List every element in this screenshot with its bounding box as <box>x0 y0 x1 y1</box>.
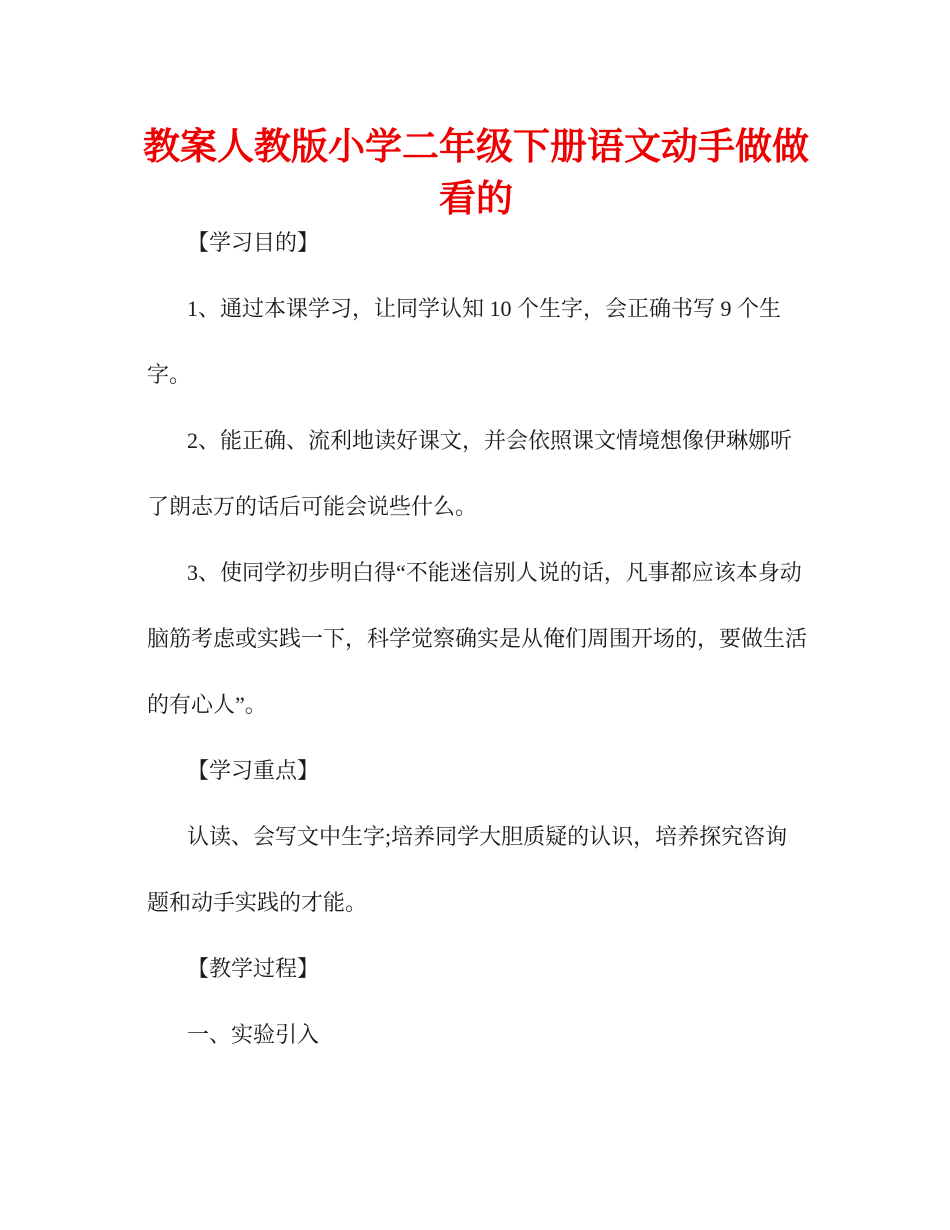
text-line: 一、实验引入 <box>187 1022 320 1047</box>
document-body <box>147 210 847 1068</box>
text-line: 3、使同学初步明白得“不能迷信别人说的话，凡事都应该本身动 <box>187 560 802 585</box>
text-line: 脑筋考虑或实践一下，科学觉察确实是从俺们周围开场的，要做生活 <box>147 626 808 651</box>
title-line-2: 看的 <box>439 178 513 219</box>
text-line: 的有心人”。 <box>147 692 267 717</box>
title-line-1: 教案人教版小学二年级下册语文动手做做 <box>143 126 809 167</box>
section-heading: 【学习目的】 <box>187 230 320 255</box>
text-line: 2、能正确、流利地读好课文，并会依照课文情境想像伊琳娜听 <box>187 428 793 453</box>
section-heading: 【教学过程】 <box>187 956 320 981</box>
section-heading: 【学习重点】 <box>187 758 320 783</box>
text-line: 题和动手实践的才能。 <box>147 890 368 915</box>
text-line: 字。 <box>147 362 192 387</box>
text-line: 了朗志万的话后可能会说些什么。 <box>147 494 478 519</box>
text-line: 1、通过本课学习，让同学认知 10 个生字，会正确书写 9 个生 <box>187 296 782 321</box>
text-line: 认读、会写文中生字;培养同学大胆质疑的认识，培养探究咨询 <box>187 824 788 849</box>
